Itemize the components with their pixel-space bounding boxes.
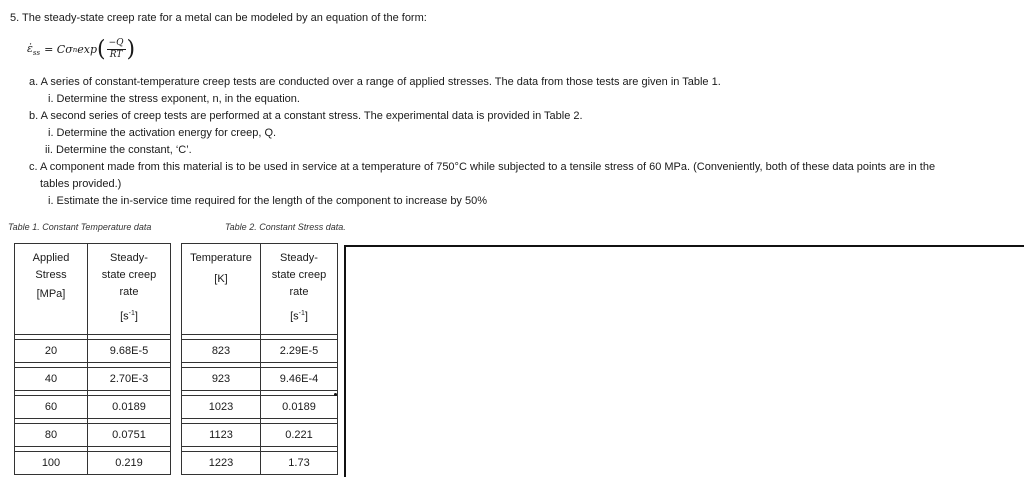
part-c-i: i. Estimate the in-service time required for the length of the component to increase by 50% <box>48 195 488 207</box>
table2-cell: 2.29E-5 <box>261 340 338 363</box>
table1-header-creep-rate: Steady- state creep rate $[s^{-1}]$ <box>88 244 171 335</box>
exp-function: exp <box>77 43 98 56</box>
table-row <box>182 368 338 391</box>
table1-cell: 40 <box>15 368 88 391</box>
table-row <box>15 368 171 391</box>
strain-rate-symbol: $\varepsiloṅ_{ss}$ <box>27 41 41 58</box>
table-row <box>182 452 338 475</box>
table1-cell: 2.70E-3 <box>88 368 171 391</box>
part-b-i: i. Determine the activation energy for creep, Q. <box>48 127 277 139</box>
table-row <box>182 340 338 363</box>
part-b: b. A second series of creep tests are performed at a constant stress. The experimental data is provided in Table 2. <box>29 110 583 122</box>
part-a: a. A series of constant-temperature creep tests are conducted over a range of applied stresses. The data from those tests are given in Table 1. <box>29 76 721 88</box>
table-row <box>15 452 171 475</box>
creep-equation <box>27 38 135 61</box>
table-constant-stress <box>181 243 338 475</box>
exponent-fraction <box>107 38 126 61</box>
table2-cell: 1023 <box>182 396 261 419</box>
table1-cell: 9.68E-5 <box>88 340 171 363</box>
table-row <box>182 396 338 419</box>
table2-cell: 1.73 <box>261 452 338 475</box>
table1-cell: 0.0189 <box>88 396 171 419</box>
table2-caption: Table 2. Constant Stress data. <box>225 222 346 232</box>
empty-answer-region <box>344 245 1024 477</box>
part-c-continuation: tables provided.) <box>40 178 122 190</box>
table1-caption: Table 1. Constant Temperature data <box>8 222 152 232</box>
part-a-i: i. Determine the stress exponent, n, in the equation. <box>48 93 300 105</box>
table1-cell: 0.219 <box>88 452 171 475</box>
equation-rhs: = Cσ <box>44 43 73 56</box>
table1-cell: 80 <box>15 424 88 447</box>
question-intro: 5. The steady-state creep rate for a metal can be modeled by an equation of the form: <box>10 12 427 24</box>
table-row <box>15 396 171 419</box>
table-row <box>15 340 171 363</box>
table2-cell: 0.221 <box>261 424 338 447</box>
fraction-numerator: −Q <box>108 38 124 48</box>
table2-cell: 823 <box>182 340 261 363</box>
table1-cell: 20 <box>15 340 88 363</box>
table2-header-creep-rate: Steady- state creep rate $[s^{-1}]$ <box>261 244 338 335</box>
table1-header-stress: Applied Stress [MPa] <box>15 244 88 335</box>
left-paren: ( <box>97 36 106 62</box>
table-row <box>15 424 171 447</box>
table1-cell: 60 <box>15 396 88 419</box>
table2-cell: 0.0189 <box>261 396 338 419</box>
stress-exponent: n <box>72 45 78 54</box>
table-constant-temperature <box>14 243 171 475</box>
table2-cell: 923 <box>182 368 261 391</box>
table2-cell: 9.46E-4 <box>261 368 338 391</box>
table1-cell: 0.0751 <box>88 424 171 447</box>
table2-header-temperature: Temperature [K] <box>182 244 261 335</box>
part-b-ii: ii. Determine the constant, ‘C’. <box>45 144 192 156</box>
table-row <box>182 424 338 447</box>
table1-cell: 100 <box>15 452 88 475</box>
table2-cell: 1223 <box>182 452 261 475</box>
right-paren: ) <box>126 36 136 62</box>
part-c: c. A component made from this material is to be used in service at a temperature of 750°C while subjected to a tensile stress of 60 MPa. (Conveniently, both of these data points are in the <box>29 161 936 173</box>
stray-dot-mark <box>334 393 337 396</box>
fraction-denominator: RT <box>109 50 123 60</box>
table2-cell: 1123 <box>182 424 261 447</box>
